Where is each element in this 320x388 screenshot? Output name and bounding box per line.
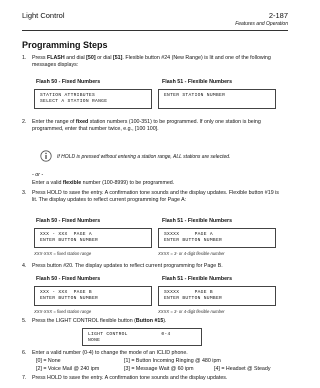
step-text-part: Press: [32, 55, 48, 61]
fixed-label: Flash 50 - Fixed Numbers: [36, 218, 101, 224]
fixed-label: Flash 50 - Fixed Numbers: [36, 276, 101, 282]
step-text: [32, 180, 284, 187]
display-line: XXX - XXX PAGE B: [40, 290, 92, 295]
display-line: LIGHT CONTROL 0-4: [88, 332, 171, 337]
display-line: ENTER BUTTON NUMBER: [164, 238, 223, 243]
step-text-part: Enter the range of: [32, 119, 76, 125]
mode-3: [3] = Message Wait @ 60 ipm: [124, 366, 194, 372]
display-page-b-fixed: [34, 286, 152, 306]
emphasis-flexible: flexible: [62, 180, 82, 186]
mode-1: [1] = Button Incoming Ringing @ 480 ipm: [124, 358, 221, 364]
display-enter-station: [158, 89, 276, 109]
code-51: [51]: [112, 55, 123, 61]
step-1: [22, 55, 284, 69]
header-subtitle: Features and Operation: [235, 21, 288, 27]
display-page-a-flexible: [158, 228, 276, 248]
flexible-label: Flash 51 - Flexible Numbers: [162, 276, 233, 282]
mode-0: [0] = None: [36, 358, 61, 364]
step-text-part: Enter a valid: [32, 180, 63, 186]
step-number: 7.: [22, 375, 27, 381]
step-4: [22, 263, 284, 270]
step-number: 3.: [22, 190, 27, 196]
fixed-caption: XXX-XXX = fixed station range: [34, 251, 92, 256]
display-line: ENTER STATION NUMBER: [164, 93, 226, 98]
key-flash: FLASH: [47, 55, 65, 61]
step-text: [32, 119, 284, 133]
flexible-caption: XXXX = 3- or 4-digit flexible number: [158, 309, 225, 314]
display-line: SELECT A STATION RANGE: [40, 99, 108, 104]
header-rule: [22, 30, 288, 31]
step-3: [22, 190, 284, 204]
mode-2: [2] = Voice Mail @ 240 ipm: [36, 366, 100, 372]
step-6: [22, 350, 284, 357]
step-number: 6.: [22, 350, 27, 356]
emphasis-fixed: fixed: [75, 119, 89, 125]
step-7: [22, 375, 284, 382]
step-number: 2.: [22, 119, 27, 125]
display-line: ENTER BUTTON NUMBER: [164, 296, 223, 301]
note-text: If HOLD is pressed without entering a station range, ALL stations are selected.: [57, 154, 231, 160]
step-text: Press HOLD to save the entry. A confirmation tone sounds and the display updates. Flexible button #19 is lit. The display updates to reflect current programming for Page A:: [32, 190, 279, 204]
page-number: 2-187: [268, 11, 288, 20]
flexible-label: Flash 51 - Flexible Numbers: [162, 218, 233, 224]
step-number: 5.: [22, 318, 27, 324]
display-page-b-flexible: [158, 286, 276, 306]
display-line: SXXXX PAGE B: [164, 290, 213, 295]
step-text-part: number (100-8999) to be programmed.: [81, 180, 175, 186]
step-text: Enter a valid number (0-4) to change the mode of an ICLID phone.: [32, 350, 188, 356]
mode-4: [4] = Headset @ Steady: [214, 366, 271, 372]
button-15: Button #15: [135, 318, 164, 324]
section-title: Programming Steps: [22, 40, 108, 50]
or-separator: - or -: [32, 172, 44, 178]
step-text-part: station numbers (100-351) to be programmed. If only one station is being programmed, enter that number twice, e.g., [100 100].: [32, 119, 261, 133]
flexible-caption: XXXX = 3- or 4-digit flexible number: [158, 251, 225, 256]
display-page-a-fixed: [34, 228, 152, 248]
step-text-part: or dial: [95, 55, 113, 61]
display-line: NONE: [88, 338, 101, 343]
header-title: Light Control: [22, 11, 65, 20]
step-2: [22, 119, 284, 133]
step-text: Press HOLD to save the entry. A confirmation tone sounds and the display updates.: [32, 375, 228, 381]
step-text: Press button #20. The display updates to reflect current programming for Page B.: [32, 263, 223, 269]
step-2-alternative: [22, 180, 284, 187]
step-text-part: and dial: [64, 55, 87, 61]
display-line: ENTER BUTTON NUMBER: [40, 296, 99, 301]
step-5: [22, 318, 284, 325]
page-header: [22, 8, 288, 34]
step-text-part: Press the LIGHT CONTROL flexible button (: [32, 318, 136, 324]
step-number: 1.: [22, 55, 27, 61]
note-icon: [40, 150, 52, 162]
code-50: [50]: [86, 55, 96, 61]
display-line: ENTER BUTTON NUMBER: [40, 238, 99, 243]
step-text-part: ).: [163, 318, 167, 324]
step-text-part: . Flexible button #24 (New Range) is lit and one of the following messages displays:: [32, 55, 271, 69]
display-station-attributes: [34, 89, 152, 109]
fixed-label: Flash 50 - Fixed Numbers: [36, 79, 101, 85]
fixed-caption: XXX-XXX = fixed station range: [34, 309, 92, 314]
step-number: 4.: [22, 263, 27, 269]
display-line: STATION ATTRIBUTES: [40, 93, 96, 98]
step-text: [32, 55, 284, 69]
flexible-label: Flash 51 - Flexible Numbers: [162, 79, 233, 85]
display-light-control: [82, 328, 202, 346]
display-line: XXX - XXX PAGE A: [40, 232, 92, 237]
display-line: SXXXX PAGE A: [164, 232, 213, 237]
step-text: [32, 318, 284, 325]
